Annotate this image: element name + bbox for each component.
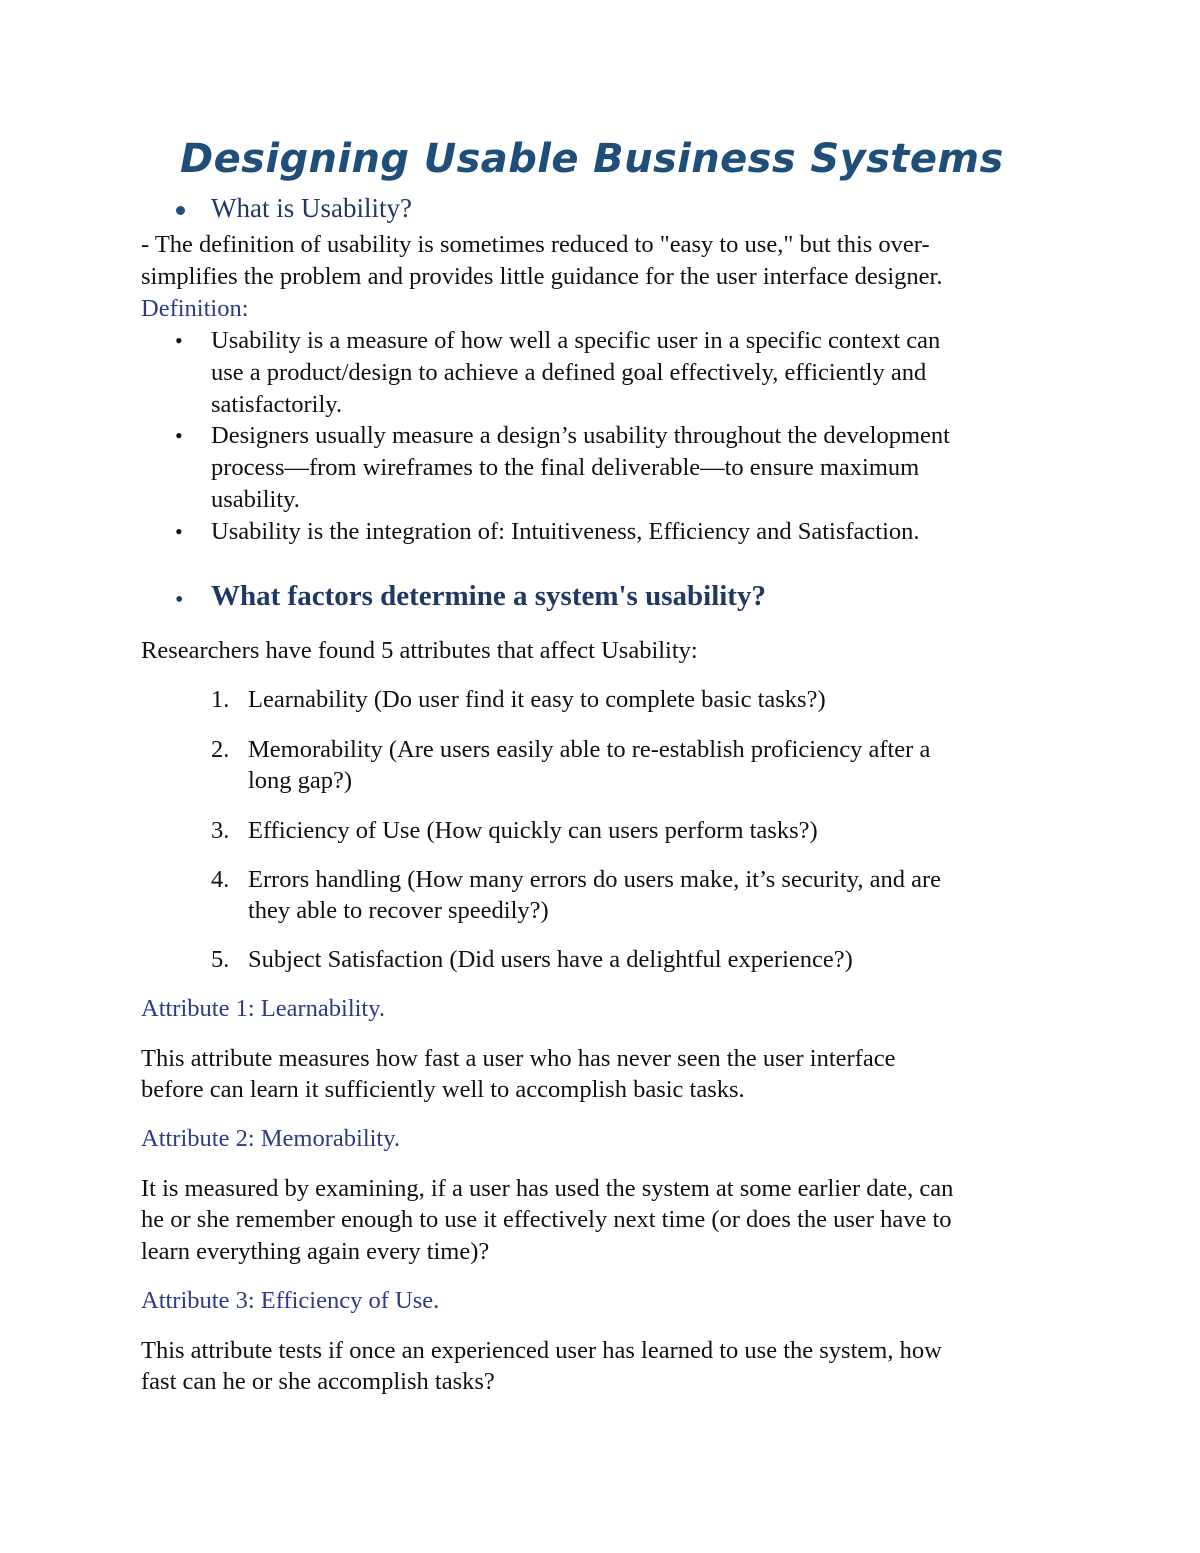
- attribute-text: learn everything again every time)?: [141, 1238, 490, 1265]
- bullet-line: Designers usually measure a design’s usability throughout the development: [211, 422, 950, 449]
- list-item: Subject Satisfaction (Did users have a delightful experience?): [248, 946, 853, 973]
- intro-line: - The definition of usability is sometimes reduced to "easy to use," but this over-: [141, 231, 930, 258]
- page-title: Designing Usable Business Systems: [180, 136, 1004, 182]
- list-item: Memorability (Are users easily able to re-establish proficiency after a: [248, 736, 931, 763]
- attribute-text: This attribute measures how fast a user who has never seen the user interface: [141, 1045, 896, 1072]
- factors-intro: Researchers have found 5 attributes that affect Usability:: [141, 637, 698, 664]
- bullet-marker: •: [175, 423, 183, 448]
- attribute-heading: Attribute 2: Memorability.: [141, 1125, 401, 1152]
- list-item: Learnability (Do user find it easy to complete basic tasks?): [248, 686, 826, 713]
- section-bullet-icon: [176, 206, 185, 215]
- attribute-text: This attribute tests if once an experienced user has learned to use the system, how: [141, 1337, 942, 1364]
- attribute-text: fast can he or she accomplish tasks?: [141, 1368, 495, 1395]
- intro-line: simplifies the problem and provides little guidance for the user interface designer.: [141, 263, 943, 290]
- list-number: 3.: [211, 817, 230, 844]
- attribute-heading: Attribute 1: Learnability.: [141, 995, 386, 1022]
- list-number: 2.: [211, 736, 230, 763]
- attribute-text: before can learn it sufficiently well to accomplish basic tasks.: [141, 1076, 745, 1103]
- section-bullet-marker: •: [175, 587, 184, 613]
- section-heading-usability: What is Usability?: [211, 193, 412, 223]
- section-heading-factors: What factors determine a system's usability?: [211, 580, 766, 612]
- bullet-line: Usability is the integration of: Intuitiveness, Efficiency and Satisfaction.: [211, 518, 920, 545]
- bullet-marker: •: [175, 519, 183, 544]
- list-number: 5.: [211, 946, 230, 973]
- bullet-line: satisfactorily.: [211, 391, 343, 418]
- bullet-line: Usability is a measure of how well a specific user in a specific context can: [211, 327, 941, 354]
- attribute-heading: Attribute 3: Efficiency of Use.: [141, 1287, 440, 1314]
- definition-label: Definition:: [141, 295, 249, 322]
- list-item: long gap?): [248, 767, 353, 794]
- list-item: Errors handling (How many errors do users make, it’s security, and are: [248, 866, 942, 893]
- list-item: Efficiency of Use (How quickly can users perform tasks?): [248, 817, 818, 844]
- bullet-line: use a product/design to achieve a defined goal effectively, efficiently and: [211, 359, 927, 386]
- list-number: 1.: [211, 686, 230, 713]
- bullet-line: usability.: [211, 486, 300, 513]
- bullet-marker: •: [175, 328, 183, 353]
- list-item: they able to recover speedily?): [248, 897, 549, 924]
- list-number: 4.: [211, 866, 230, 893]
- bullet-line: process—from wireframes to the final deliverable—to ensure maximum: [211, 454, 920, 481]
- attribute-text: It is measured by examining, if a user has used the system at some earlier date, can: [141, 1175, 954, 1202]
- attribute-text: he or she remember enough to use it effectively next time (or does the user have to: [141, 1206, 952, 1233]
